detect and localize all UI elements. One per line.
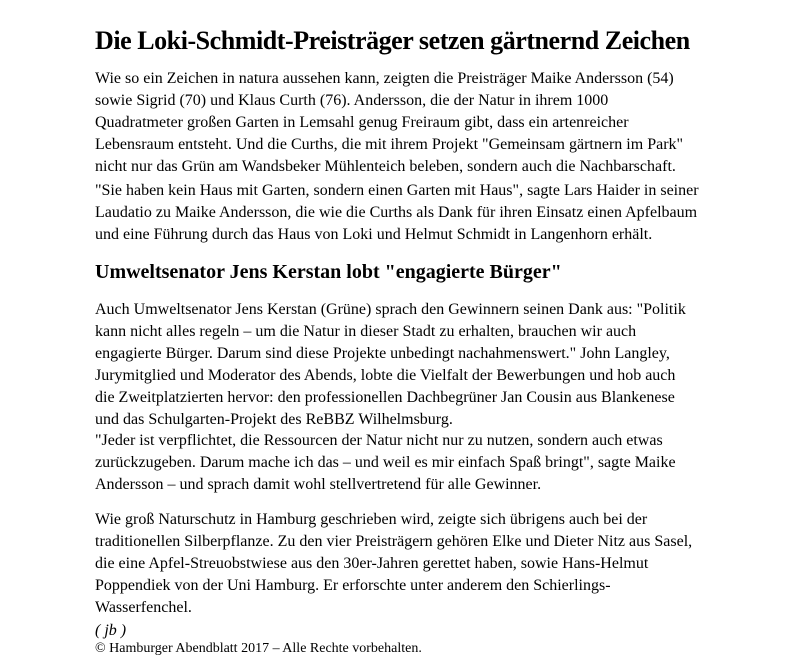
article-paragraph-4 [95, 430, 676, 496]
paragraph-line: Lebensraum entsteht. Und die Curths, die mit ihrem Projekt "Gemeinsam gärtnern im Park" [95, 136, 684, 153]
article-paragraph-3 [95, 299, 686, 431]
paragraph-line: sowie Sigrid (70) und Klaus Curth (76). Andersson, die der Natur in ihrem 1000 [95, 92, 609, 109]
paragraph-line: und eine Führung durch das Haus von Loki und Helmut Schmidt in Langenhorn erhält. [95, 226, 653, 243]
paragraph-line: "Jeder ist verpflichtet, die Ressourcen der Natur nicht nur zu nutzen, sondern auch etwas [95, 432, 663, 449]
paragraph-line: Auch Umweltsenator Jens Kerstan (Grüne) sprach den Gewinnern seinen Dank aus: "Politik [95, 301, 686, 318]
article-headline: Die Loki-Schmidt-Preisträger setzen gärtnernd Zeichen [95, 26, 690, 55]
paragraph-line: Laudatio zu Maike Andersson, die wie die Curths als Dank für ihren Einsatz einen Apfelbaum [95, 204, 698, 221]
paragraph-line: Poppendiek von der Uni Hamburg. Er erforschte unter anderem den Schierlings- [95, 577, 611, 594]
paragraph-line: Wie groß Naturschutz in Hamburg geschrieben wird, zeigte sich übrigens auch bei der [95, 511, 648, 528]
article-paragraph-1 [95, 68, 683, 178]
paragraph-line: Quadratmeter großen Garten in Lemsahl genug Freiraum gibt, dass ein artenreicher [95, 114, 629, 131]
article-paragraph-2 [95, 180, 699, 246]
paragraph-line: nicht nur das Grün am Wandsbeker Mühlenteich beleben, sondern auch die Nachbarschaft. [95, 158, 676, 175]
paragraph-line: engagierte Bürger. Darum sind diese Projekte unbedingt nachahmenswert." John Langley, [95, 345, 670, 362]
paragraph-line: die Zweitplatzierten hervor: den professionellen Dachbegrüner Jan Cousin aus Blankenese [95, 389, 675, 406]
paragraph-line: und das Schulgarten-Projekt des ReBBZ Wilhelmsburg. [95, 411, 453, 428]
paragraph-line: Wasserfenchel. [95, 599, 192, 616]
article-paragraph-5 [95, 509, 692, 619]
author-initials: ( jb ) [95, 622, 127, 639]
paragraph-line: zurückzugeben. Darum mache ich das – und weil es mir einfach Spaß bringt", sagte Maike [95, 454, 676, 471]
paragraph-line: Andersson – und sprach damit wohl stellvertretend für alle Gewinner. [95, 476, 542, 493]
paragraph-line: Jurymitglied und Moderator des Abends, lobte die Vielfalt der Bewerbungen und hob auch [95, 367, 676, 384]
paragraph-line: traditionellen Silberpflanze. Zu den vier Preisträgern gehören Elke und Dieter Nitz aus Sasel, [95, 533, 693, 550]
paragraph-line: Wie so ein Zeichen in natura aussehen kann, zeigten die Preisträger Maike Andersson (54) [95, 70, 674, 87]
article-subheading: Umweltsenator Jens Kerstan lobt "engagierte Bürger" [95, 261, 562, 283]
paragraph-line: die eine Apfel-Streuobstwiese aus den 30er-Jahren gerettet haben, sowie Hans-Helmut [95, 555, 649, 572]
paragraph-line: kann nicht alles regeln – um die Natur in dieser Stadt zu erhalten, brauchen wir auch [95, 323, 637, 340]
copyright-notice: © Hamburger Abendblatt 2017 – Alle Rechte vorbehalten. [95, 641, 422, 656]
paragraph-line: "Sie haben kein Haus mit Garten, sondern einen Garten mit Haus", sagte Lars Haider in seiner [95, 182, 699, 199]
